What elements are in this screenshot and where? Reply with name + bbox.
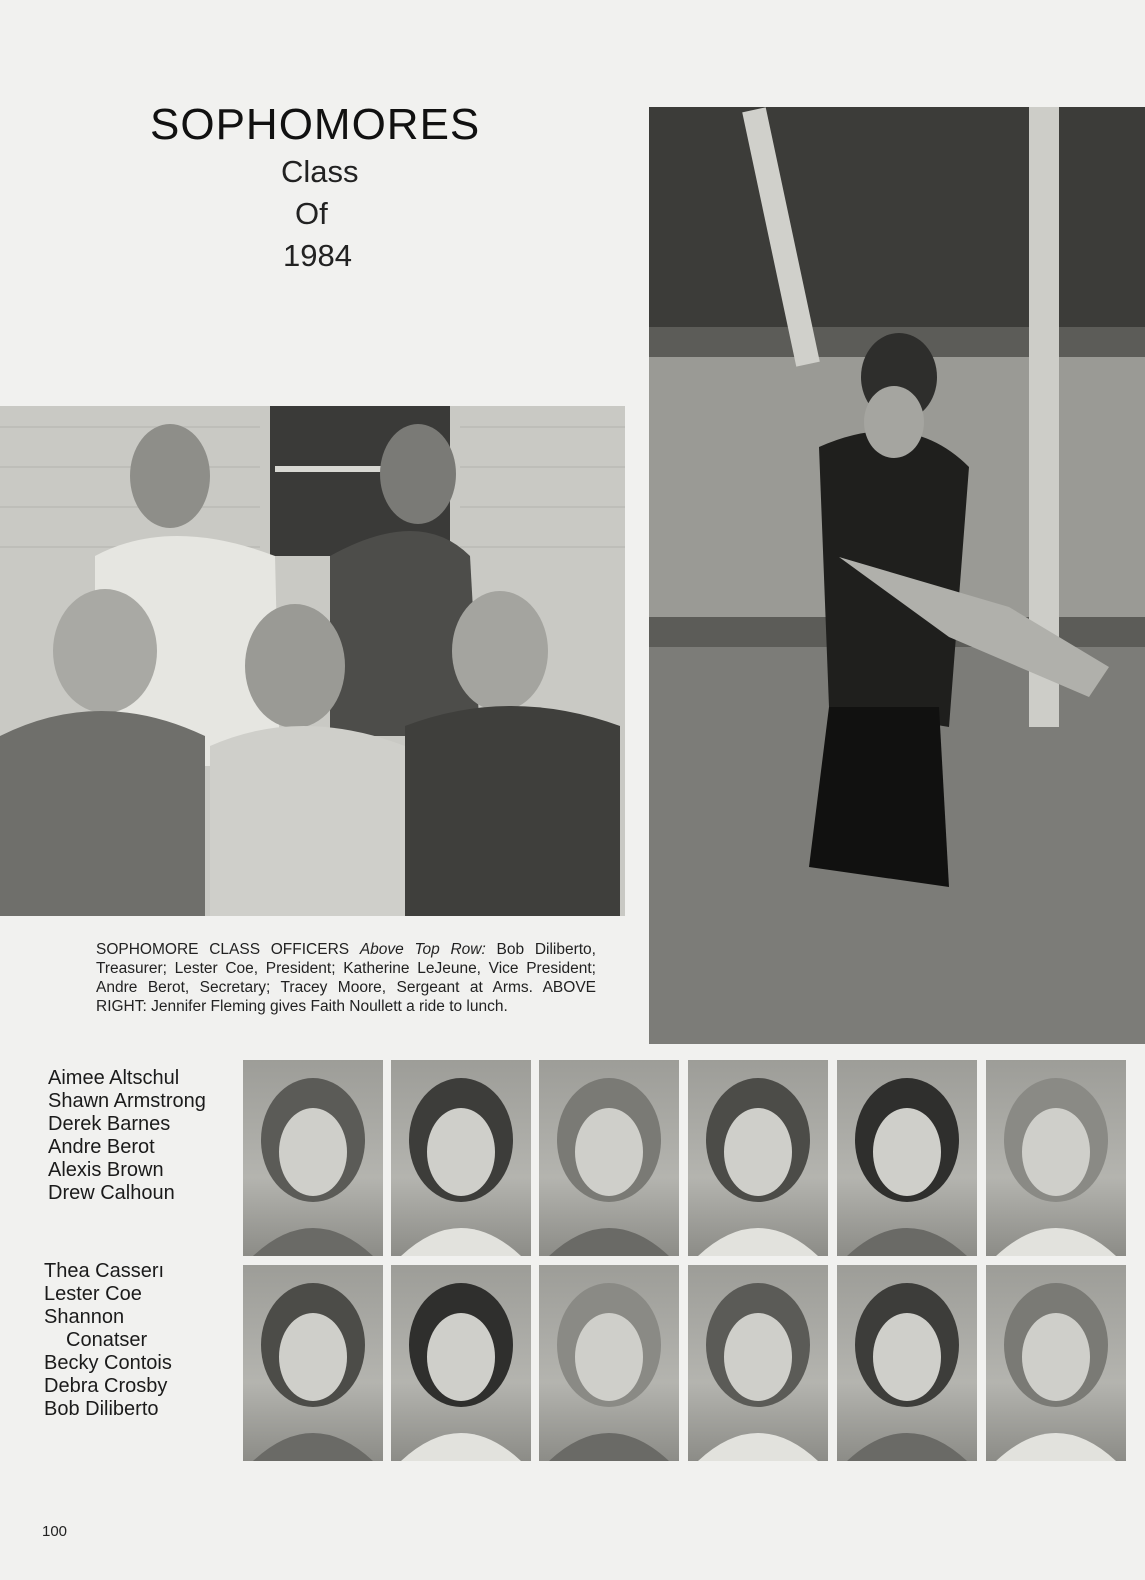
student-portrait <box>243 1265 383 1461</box>
student-portrait <box>837 1265 977 1461</box>
subtitle-class: Class <box>281 154 359 189</box>
student-portrait <box>986 1265 1126 1461</box>
caption-lead: SOPHOMORE CLASS OFFICERS <box>96 941 360 958</box>
roster-name: Aimee Altschul <box>48 1067 180 1089</box>
student-portrait <box>391 1265 531 1461</box>
officers-group-photo <box>0 406 625 916</box>
student-portrait <box>688 1265 828 1461</box>
portrait-photo-icon <box>243 1265 383 1461</box>
roster-name: Andre Berot <box>48 1136 155 1158</box>
portrait-photo-icon <box>539 1060 679 1256</box>
roster-name: Shawn Armstrong <box>48 1090 206 1112</box>
group-photo-icon <box>0 406 625 916</box>
portrait-photo-icon <box>391 1060 531 1256</box>
roster-name: Lester Coe <box>44 1283 142 1305</box>
roster-name: Drew Calhoun <box>48 1182 175 1204</box>
portrait-photo-icon <box>837 1060 977 1256</box>
roster-name: Becky Contois <box>44 1352 172 1374</box>
roster-name: Alexis Brown <box>48 1159 164 1181</box>
portrait-photo-icon <box>986 1060 1126 1256</box>
roster-name: Bob Diliberto <box>44 1398 159 1420</box>
student-portrait <box>837 1060 977 1256</box>
roster-name: Conatser <box>66 1329 148 1351</box>
roster-name: Debra Crosby <box>44 1375 168 1397</box>
portrait-photo-icon <box>986 1265 1126 1461</box>
student-portrait <box>243 1060 383 1256</box>
caption-body: Bob Diliberto, Treasurer; Lester Coe, President; Katherine LeJeune, Vice President; Andre Berot, Secretary; Tracey Moore, Sergeant at Arms. ABOVE RIGHT: Jennifer Fleming gives Faith Noullett a ride to lunch. <box>96 941 596 1015</box>
subtitle-of: Of <box>295 196 328 231</box>
caption-lead-italic: Above Top Row: <box>359 941 486 958</box>
page-number: 100 <box>42 1523 68 1540</box>
portrait-photo-icon <box>243 1060 383 1256</box>
portrait-photo-icon <box>539 1265 679 1461</box>
student-portrait <box>986 1060 1126 1256</box>
student-portrait <box>539 1060 679 1256</box>
candid-ride-photo <box>649 107 1145 1044</box>
photo-caption <box>96 940 596 1016</box>
subtitle-year: 1984 <box>283 238 352 273</box>
candid-photo-icon <box>649 107 1145 1044</box>
roster-name: Derek Barnes <box>48 1113 171 1135</box>
student-portrait <box>539 1265 679 1461</box>
portrait-photo-icon <box>837 1265 977 1461</box>
portrait-photo-icon <box>391 1265 531 1461</box>
student-portrait <box>688 1060 828 1256</box>
roster-names-row-2 <box>44 1260 172 1421</box>
roster-name: Shannon <box>44 1306 125 1328</box>
student-portrait <box>391 1060 531 1256</box>
roster-names-row-1 <box>48 1067 206 1205</box>
roster-name: Thea Casserı <box>44 1260 165 1282</box>
portrait-photo-icon <box>688 1265 828 1461</box>
portrait-photo-icon <box>688 1060 828 1256</box>
page-title: SOPHOMORES <box>150 100 481 149</box>
